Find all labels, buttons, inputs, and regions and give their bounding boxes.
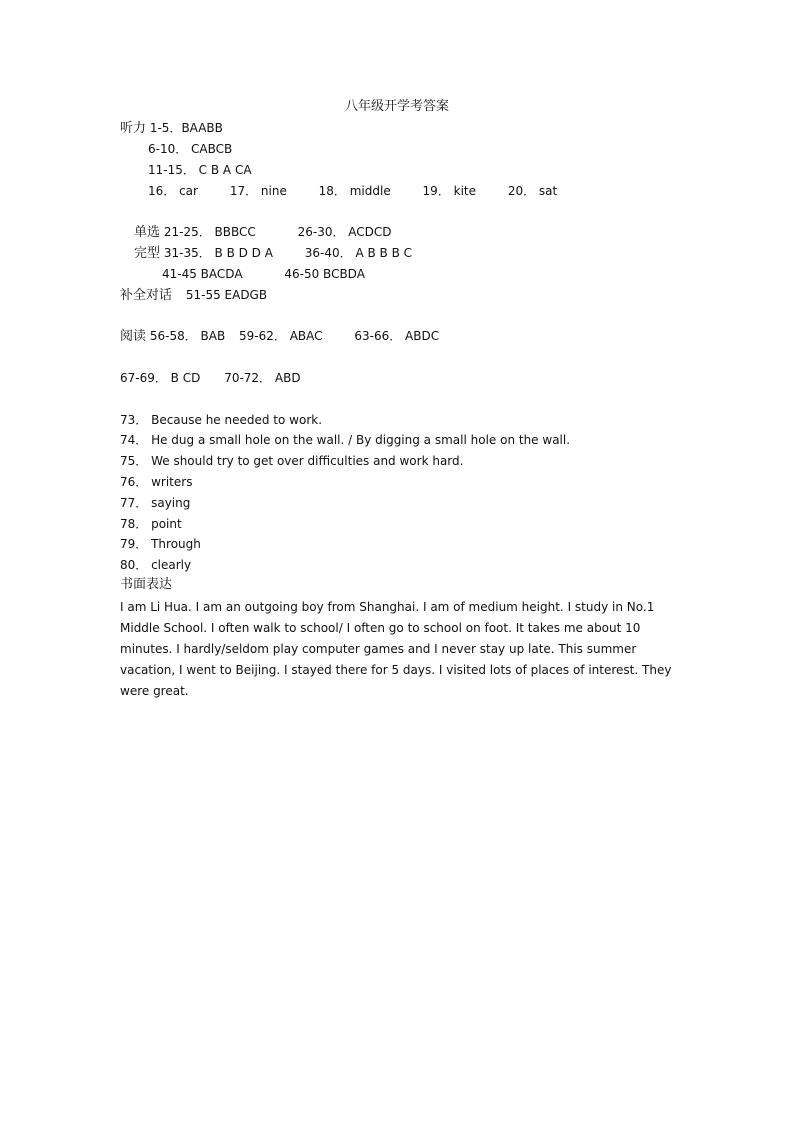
answer-74: 74． He dug a small hole on the wall. / By digging a small hole on the wall. (120, 433, 571, 447)
listening-1-5: 1-5．BAABB (149, 121, 223, 135)
listening-item-20: 20． sat (507, 184, 558, 198)
listening-11-15: 11-15． C B A CA (148, 163, 252, 177)
writing-essay: I am Li Hua. I am an outgoing boy from Shanghai. I am of medium height. I study in No.1 Middle School. I often walk to school/ I often go to school on foot. It takes me about 10 minutes. I hardly/seldom play computer games and I never stay up late. This summer vacation, I went to Beijing. I stayed there for 5 days. I visited lots of places of interest. They were great. (120, 600, 672, 698)
writing-label: 书面表达 (120, 577, 173, 592)
listening-16-20 (148, 183, 557, 199)
answer-75: 75． We should try to get over difficulties and work hard. (120, 454, 464, 468)
answer-78: 78． point (120, 517, 182, 531)
reading-label: 阅读 (120, 329, 147, 344)
single-choice-line (134, 224, 392, 241)
reading-line-2 (120, 370, 301, 386)
cloze-line-1 (134, 245, 412, 262)
listening-label: 听力 (120, 121, 147, 136)
answer-76: 76． writers (120, 475, 193, 489)
reading-56-58: 56-58． BAB (149, 329, 226, 343)
cloze-line-2 (162, 266, 365, 282)
page-title: 八年级开学考答案 (344, 99, 449, 114)
listening-item-18: 18． middle (318, 184, 391, 198)
answer-79: 79． Through (120, 537, 201, 551)
reading-67-69: 67-69． B CD (120, 371, 201, 385)
cloze-31-35: 31-35． B B D D A (163, 246, 273, 260)
reading-63-66: 63-66． ABDC (354, 329, 440, 343)
single-choice-21-25: 21-25． BBBCC (163, 225, 256, 239)
dialogue-line (120, 287, 267, 304)
answer-77: 77． saying (120, 496, 191, 510)
cloze-label: 完型 (134, 246, 161, 261)
single-choice-26-30: 26-30． ACDCD (297, 225, 392, 239)
listening-line-1 (120, 120, 223, 137)
reading-70-72: 70-72． ABD (224, 371, 301, 385)
answer-80: 80． clearly (120, 558, 192, 572)
dialogue-51-55: 51-55 EADGB (185, 288, 268, 302)
reading-59-62: 59-62． ABAC (239, 329, 323, 343)
cloze-36-40: 36-40． A B B B C (304, 246, 413, 260)
listening-item-19: 19． kite (422, 184, 477, 198)
answer-73: 73． Because he needed to work. (120, 413, 323, 427)
reading-line-1 (120, 328, 439, 345)
single-choice-label: 单选 (134, 225, 161, 240)
dialogue-label: 补全对话 (120, 288, 173, 303)
cloze-46-50: 46-50 BCBDA (284, 267, 365, 281)
listening-item-17: 17． nine (229, 184, 287, 198)
listening-item-16: 16． car (148, 184, 198, 198)
listening-6-10: 6-10． CABCB (148, 142, 233, 156)
cloze-41-45: 41-45 BACDA (162, 267, 243, 281)
